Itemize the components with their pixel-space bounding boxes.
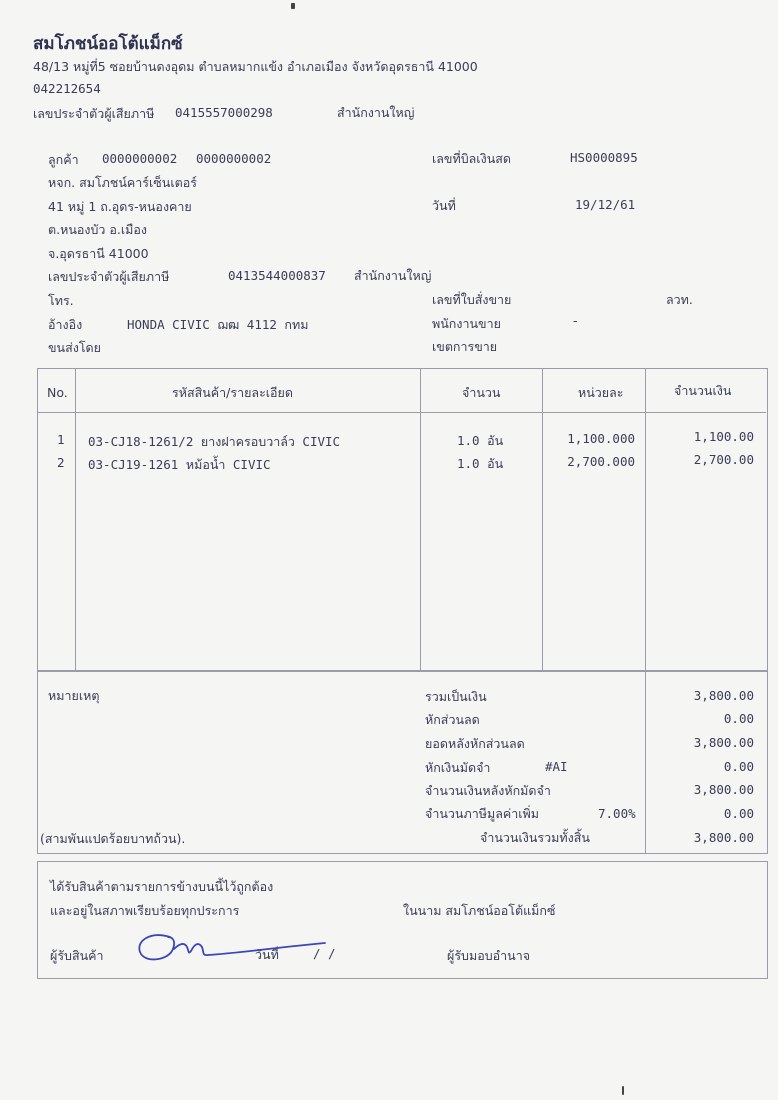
company-tax-id: 0415557000298 xyxy=(175,105,273,120)
grand-total-value: 3,800.00 xyxy=(693,830,754,845)
date-label: วันที่ xyxy=(432,198,456,213)
table-row-1-desc: 03-CJ18-1261/2 ยางฝาครอบวาล์ว CIVIC xyxy=(88,434,341,449)
after-discount-value: 3,800.00 xyxy=(693,735,754,750)
authorized-label: ผู้รับมอบอำนาจ xyxy=(447,948,531,963)
bill-no: HS0000895 xyxy=(570,150,638,165)
on-behalf-label: ในนาม สมโภชน์ออโต้แม็กซ์ xyxy=(403,903,556,918)
order-no-value: ลวท. xyxy=(666,292,693,307)
customer-ref-value: HONDA CIVIC ฌฒ 4112 กทม xyxy=(127,317,309,332)
receiver-date-label: วันที่ xyxy=(255,947,279,962)
customer-address-1: 41 หมู่ 1 ถ.อุดร-หนองคาย xyxy=(48,199,192,214)
bill-no-label: เลขที่บิลเงินสด xyxy=(432,151,511,166)
amount-in-words: (สามพันแปดร้อยบาทถ้วน). xyxy=(40,831,186,846)
customer-name: หจก. สมโภชน์คาร์เซ็นเตอร์ xyxy=(48,175,197,190)
items-table-header-divider xyxy=(37,412,766,413)
table-row-1-no: 1 xyxy=(57,432,65,447)
deposit-value: 0.00 xyxy=(723,759,754,774)
customer-label: ลูกค้า xyxy=(48,152,79,167)
order-no-label: เลขที่ใบสั่งขาย xyxy=(432,292,512,307)
col-divider-no xyxy=(75,368,76,671)
customer-tax-id: 0413544000837 xyxy=(228,268,326,283)
customer-code: 0000000002 xyxy=(102,151,178,166)
company-tax-id-label: เลขประจำตัวผู้เสียภาษี xyxy=(33,106,155,121)
customer-ship-label: ขนส่งโดย xyxy=(48,340,101,355)
header-qty: จำนวน xyxy=(462,385,501,400)
company-phone: 042212654 xyxy=(33,81,101,96)
items-table xyxy=(37,368,768,672)
grand-total-label: จำนวนเงินรวมทั้งสิ้น xyxy=(480,830,590,845)
table-row-1-qty: 1.0 อัน xyxy=(457,433,504,448)
company-branch: สำนักงานใหญ่ xyxy=(337,105,415,120)
customer-ref-label: อ้างอิง xyxy=(48,317,83,332)
header-amount: จำนวนเงิน xyxy=(674,383,732,398)
col-divider-price xyxy=(645,368,646,671)
header-desc: รหัสสินค้า/รายละเอียด xyxy=(172,385,294,400)
table-row-2-unit-price: 2,700.000 xyxy=(567,454,635,469)
table-row-1-amount: 1,100.00 xyxy=(693,429,754,444)
salesperson-label: พนักงานขาย xyxy=(432,316,501,331)
salesperson-value: - xyxy=(573,313,578,328)
remark-label: หมายเหตุ xyxy=(48,688,100,703)
after-deposit-label: จำนวนเงินหลังหักมัดจำ xyxy=(425,783,551,798)
after-discount-label: ยอดหลังหักส่วนลด xyxy=(425,736,525,751)
company-name: สมโภชน์ออโต้แม็กซ์ xyxy=(33,34,183,54)
customer-branch: สำนักงานใหญ่ xyxy=(354,268,432,283)
customer-phone-label: โทร. xyxy=(48,293,74,308)
signature-mark xyxy=(130,925,340,970)
table-row-1-unit-price: 1,100.000 xyxy=(567,431,635,446)
scan-speck xyxy=(291,3,295,9)
vat-label: จำนวนภาษีมูลค่าเพิ่ม xyxy=(425,806,539,821)
deposit-code: #AI xyxy=(545,759,568,774)
subtotal-label: รวมเป็นเงิน xyxy=(425,689,487,704)
table-row-2-amount: 2,700.00 xyxy=(693,452,754,467)
customer-address-2: ต.หนองบัว อ.เมือง xyxy=(48,222,148,237)
table-row-2-no: 2 xyxy=(57,455,65,470)
customer-address-3: จ.อุดรธานี 41000 xyxy=(48,246,149,261)
header-no: No. xyxy=(47,385,68,400)
received-line-2: และอยู่ในสภาพเรียบร้อยทุกประการ xyxy=(50,903,240,918)
received-line-1: ได้รับสินค้าตามรายการข้างบนนี้ไว้ถูกต้อง xyxy=(50,879,274,894)
scan-speck xyxy=(622,1086,624,1095)
after-deposit-value: 3,800.00 xyxy=(693,782,754,797)
sales-zone-label: เขตการขาย xyxy=(432,339,498,354)
company-address: 48/13 หมู่ที่5 ซอยบ้านดงอุดม ตำบลหมากแข้ง อำเภอเมือง จังหวัดอุดรธานี 41000 xyxy=(33,59,478,74)
col-divider-qty xyxy=(542,368,543,671)
vat-rate: 7.00% xyxy=(598,806,636,821)
discount-label: หักส่วนลด xyxy=(425,712,480,727)
customer-tax-id-label: เลขประจำตัวผู้เสียภาษี xyxy=(48,269,170,284)
customer-code-2: 0000000002 xyxy=(196,151,272,166)
deposit-label: หักเงินมัดจำ xyxy=(425,760,491,775)
col-divider-desc xyxy=(420,368,421,671)
table-row-2-qty: 1.0 อัน xyxy=(457,456,504,471)
totals-col-divider xyxy=(645,670,646,853)
header-unit-price: หน่วยละ xyxy=(578,385,624,400)
invoice-date: 19/12/61 xyxy=(575,197,636,212)
receiver-date-slashes: / / xyxy=(313,946,336,961)
table-row-2-desc: 03-CJ19-1261 หม้อน้ำ CIVIC xyxy=(88,457,271,472)
discount-value: 0.00 xyxy=(723,711,754,726)
vat-value: 0.00 xyxy=(723,806,754,821)
subtotal-value: 3,800.00 xyxy=(693,688,754,703)
receiver-label: ผู้รับสินค้า xyxy=(50,948,104,963)
